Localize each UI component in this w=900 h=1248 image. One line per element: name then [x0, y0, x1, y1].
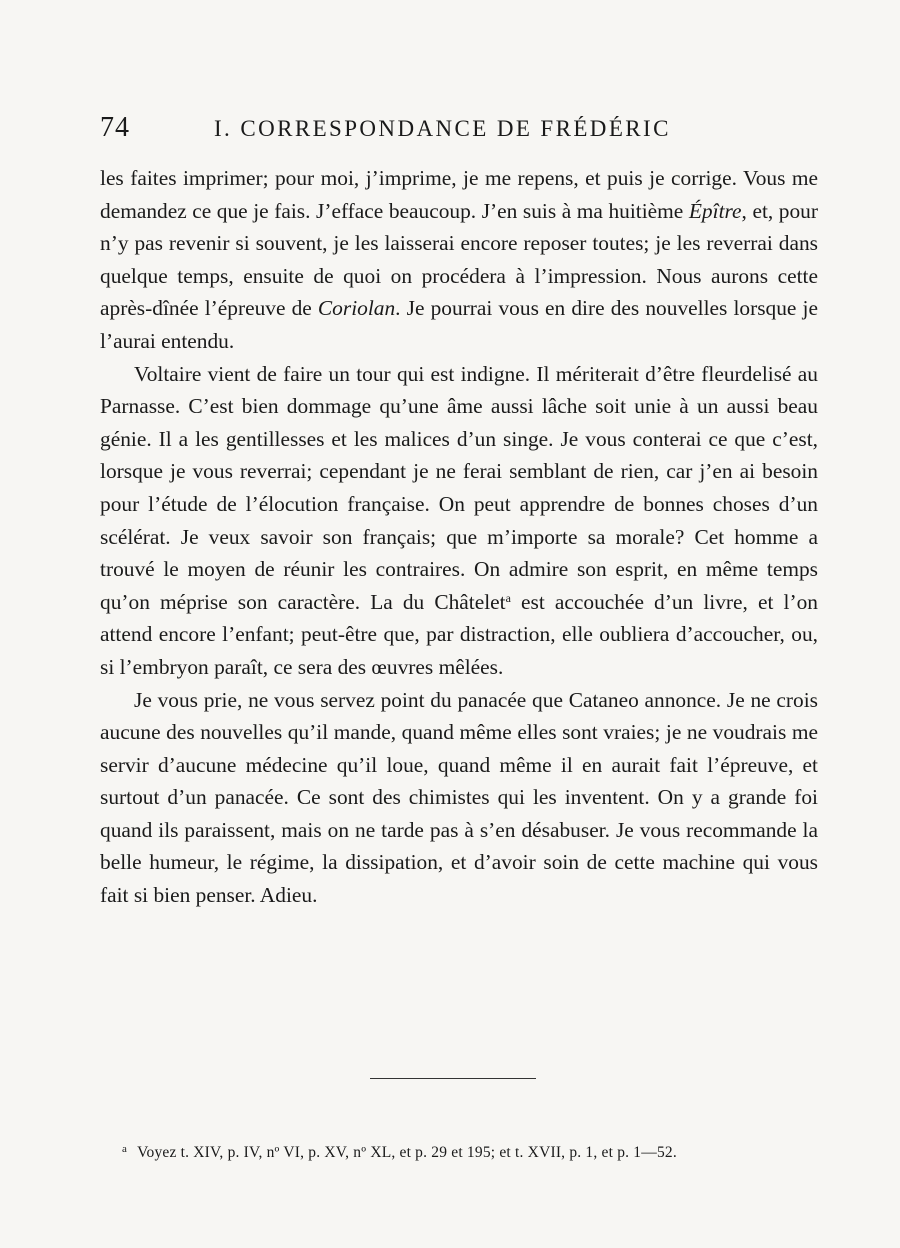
paragraph-2-text-b: est accouchée d’un livre, et l’on attend encore l’enfant; peut-être que, par distraction, elle oubliera d’accoucher, ou, si l’embryon paraît, ce sera des œuvres mêlées.	[100, 589, 818, 679]
footnote-divider	[370, 1078, 536, 1079]
page-header	[100, 112, 820, 152]
paragraph-3	[100, 684, 818, 912]
paragraph-1	[100, 162, 818, 358]
footnote-reference[interactable]: a	[505, 590, 511, 605]
page-number: 74	[100, 112, 130, 143]
title-epitre: Épître	[688, 198, 742, 223]
body-text	[100, 162, 818, 912]
paragraph-2-text-a: Voltaire vient de faire un tour qui est indigne. Il mériterait d’être fleurdelisé au Parnasse. C’est bien dommage qu’une âme aussi lâche soit unie à un aussi beau génie. Il a les gentillesses et les malices d’un singe. Je vous conterai ce que c’est, lorsque je vous reverrai; cependant je ne ferai semblant de rien, car j’en ai besoin pour l’étude de l’élocution française. On peut apprendre de bonnes choses d’un scélérat. Je veux savoir son français; que m’importe sa morale? Cet homme a trouvé le moyen de réunir les contraires. On admire son esprit, en même temps qu’on méprise son caractère. La du Châtelet	[100, 361, 818, 614]
paragraph-1-text-a: les faites imprimer; pour moi, j’imprime, je me repens, et puis je corrige. Vous me demandez ce que je fais. J’efface beaucoup. J’en suis à ma huitième	[100, 166, 818, 223]
paragraph-1-text-b: , et, pour n’y pas revenir si souvent, je les laisserai encore reposer toutes; je les reverrai dans quelque temps, ensuite de quoi on procédera à l’impression. Nous aurons cette après-dînée l’épreuve de	[100, 198, 818, 321]
running-head: I. CORRESPONDANCE DE FRÉDÉRIC	[214, 116, 671, 141]
paragraph-1-text-c: . Je pourrai vous en dire des nouvelles lorsque je l’aurai entendu.	[100, 296, 818, 353]
footnote-mark: a	[122, 1143, 128, 1155]
title-coriolan: Coriolan	[317, 296, 396, 321]
footnote	[122, 1138, 822, 1164]
paragraph-3-text: Je vous prie, ne vous servez point du panacée que Cataneo annonce. Je ne crois aucune des nouvelles qu’il mande, quand même elles sont vraies; je ne voudrais me servir d’aucune médecine qu’il loue, quand même il en aurait fait l’épreuve, et surtout d’un panacée. Ce sont des chimistes qui les inventent. On y a grande foi quand ils paraissent, mais on ne tarde pas à s’en désabuser. Je vous recommande la belle humeur, le régime, la dissipation, et d’avoir soin de cette machine qui vous fait si bien penser. Adieu.	[100, 687, 818, 908]
paragraph-2	[100, 358, 818, 684]
footnote-text: Voyez t. XIV, p. IV, nº VI, p. XV, nº XL, et p. 29 et 195; et t. XVII, p. 1, et p. 1—52.	[137, 1144, 677, 1161]
